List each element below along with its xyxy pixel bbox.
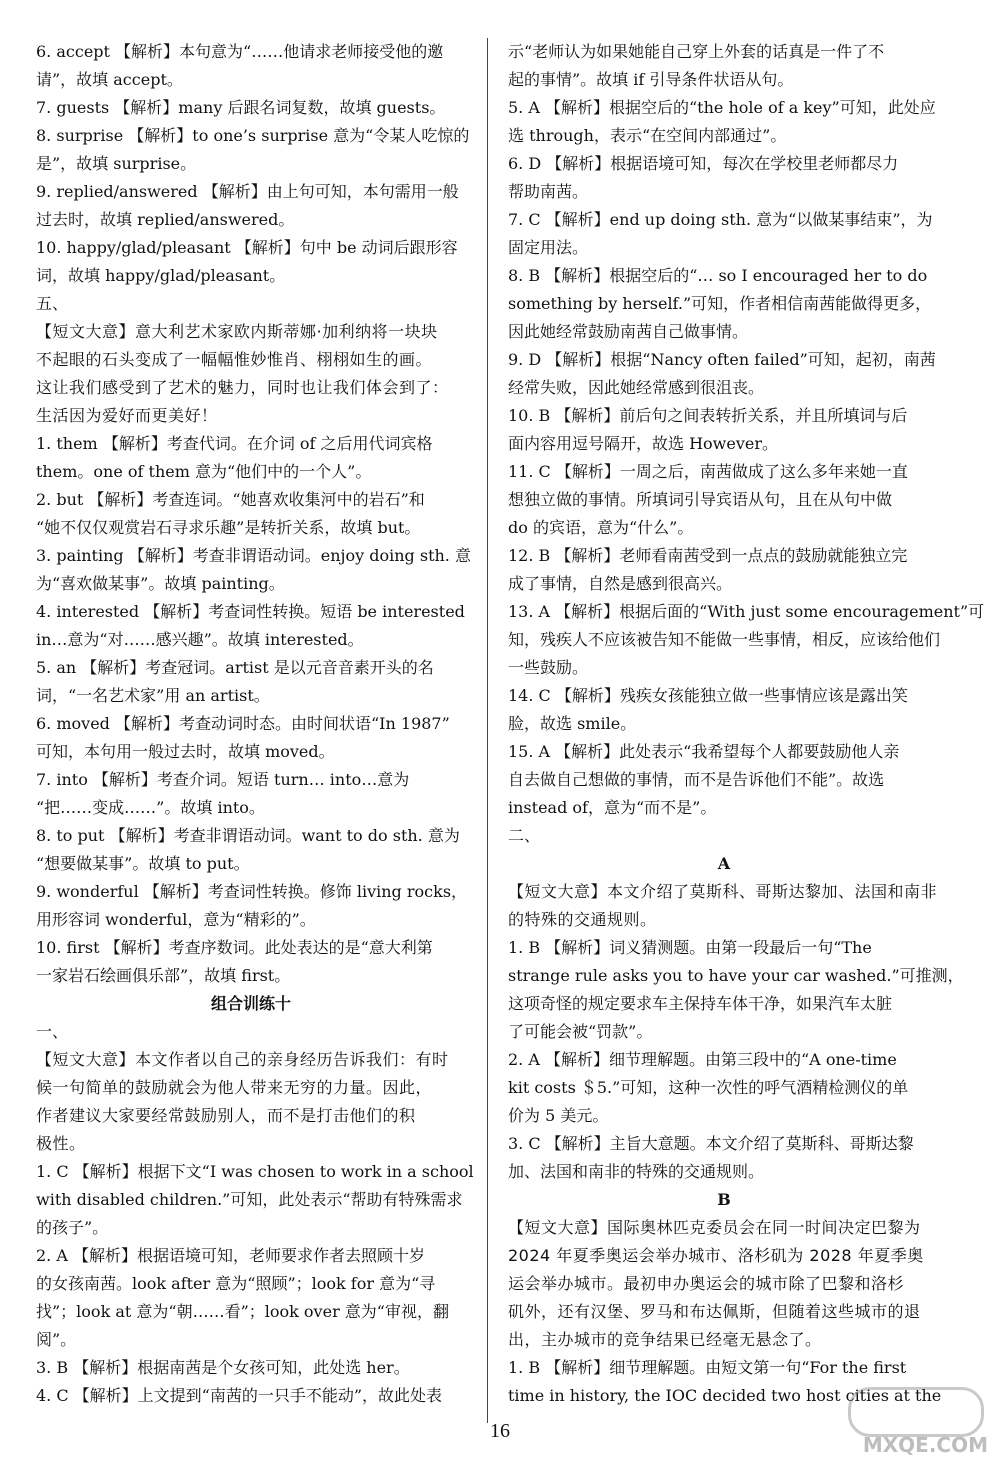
text-line: 词，故填 happy/glad/pleasant。 (36, 266, 286, 285)
text-line: 出，主办城市的竞争结果已经毫无悬念了。 (508, 1330, 822, 1349)
text-line: instead of，意为“而不是”。 (508, 798, 717, 817)
text-line: 成了事情，自然是感到很高兴。 (508, 574, 733, 593)
text-line: 为“喜欢做某事”。故填 painting。 (36, 574, 285, 593)
text-line: 5. A 【解析】根据空后的“the hole of a key”可知，此处应 (508, 98, 936, 117)
text-line: 脸，故选 smile。 (508, 714, 637, 733)
text-line: 加、法国和南非的特殊的交通规则。 (508, 1162, 765, 1181)
text-line: 6. moved 【解析】考查动词时态。由时间状语“In 1987” (36, 714, 450, 733)
text-line: 3. B 【解析】根据南茜是个女孩可知，此处选 her。 (36, 1358, 410, 1377)
text-line: 五、 (36, 294, 69, 313)
text-line: 候一句简单的鼓励就会为他人带来无穷的力量。因此， (36, 1078, 433, 1097)
text-line: 词，“一名艺术家”用 an artist。 (36, 686, 270, 705)
text-line: 运会举办城市。最初申办奥运会的城市除了巴黎和洛杉 (508, 1274, 905, 1293)
text-line: them。one of them 意为“他们中的一个人”。 (36, 462, 372, 481)
text-line: 10. happy/glad/pleasant 【解析】句中 be 动词后跟形容 (36, 238, 458, 257)
text-line: 【短文大意】意大利艺术家欧内斯蒂娜·加利纳将一块块 (36, 322, 438, 341)
text-line: 3. C 【解析】主旨大意题。本文介绍了莫斯科、哥斯达黎 (508, 1134, 914, 1153)
text-line: 【短文大意】国际奥林匹克委员会在同一时间决定巴黎为 (508, 1218, 921, 1237)
text-line: kit costs ＄5.”可知，这种一次性的呼气酒精检测仪的单 (508, 1078, 909, 1097)
text-line: 1. C 【解析】根据下文“I was chosen to work in a school (36, 1162, 474, 1181)
text-line: 9. D 【解析】根据“Nancy often failed”可知，起初，南茜 (508, 350, 936, 369)
text-line: 【短文大意】本文介绍了莫斯科、哥斯达黎加、法国和南非 (508, 882, 938, 901)
text-line: 2024 年夏季奥运会举办城市、洛杉矶为 2028 年夏季奥 (508, 1246, 924, 1265)
text-line: 组合训练十 (210, 994, 291, 1013)
text-line: 作者建议大家要经常鼓励别人，而不是打击他们的积 (36, 1106, 416, 1125)
text-line: 的女孩南茜。look after 意为“照顾”；look for 意为“寻 (36, 1274, 436, 1293)
text-line: 4. interested 【解析】考查词性转换。短语 be interested (36, 602, 465, 621)
watermark-badge-icon (848, 1387, 984, 1437)
text-line: 二、 (508, 826, 541, 845)
text-line: 这让我们感受到了艺术的魅力，同时也让我们体会到了： (36, 378, 449, 397)
text-line: 10. first 【解析】考查序数词。此处表达的是“意大利第 (36, 938, 433, 957)
text-line: 9. wonderful 【解析】考查词性转换。修饰 living rocks， (36, 882, 468, 901)
text-line: 7. C 【解析】end up doing sth. 意为“以做某事结束”，为 (508, 210, 933, 229)
text-line: B (717, 1190, 731, 1209)
text-line: 7. into 【解析】考查介词。短语 turn… into…意为 (36, 770, 410, 789)
text-line: 矶外，还有汉堡、罗马和布达佩斯，但随着这些城市的退 (508, 1302, 921, 1321)
text-line: 14. C 【解析】残疾女孩能独立做一些事情应该是露出笑 (508, 686, 908, 705)
text-line: 自去做自己想做的事情，而不是告诉他们不能”。故选 (508, 770, 885, 789)
text-line: 不起眼的石头变成了一幅幅惟妙惟肖、栩栩如生的画。 (36, 350, 433, 369)
text-line: 12. B 【解析】老师看南茜受到一点点的鼓励就能独立完 (508, 546, 908, 565)
text-line: 4. C 【解析】上文提到“南茜的一只手不能动”，故此处表 (36, 1386, 443, 1405)
text-line: 因此她经常鼓励南茜自己做事情。 (508, 322, 749, 341)
watermark-text: MXQE.COM (862, 1433, 988, 1457)
text-line: 1. B 【解析】细节理解题。由短文第一句“For the first (508, 1358, 907, 1377)
text-line: 选 through，表示“在空间内部通过”。 (508, 126, 787, 145)
text-line: 2. A 【解析】根据语境可知，老师要求作者去照顾十岁 (36, 1246, 425, 1265)
text-line: 1. B 【解析】词义猜测题。由第一段最后一句“The (508, 938, 872, 957)
text-line: 一家岩石绘画俱乐部”，故填 first。 (36, 966, 291, 985)
text-line: 这项奇怪的规定要求车主保持车体干净，如果汽车太脏 (508, 994, 893, 1013)
text-line: 极性。 (36, 1134, 86, 1153)
column-divider (487, 38, 488, 1423)
text-line: 5. an 【解析】考查冠词。artist 是以元音音素开头的名 (36, 658, 434, 677)
text-line: 一、 (36, 1022, 69, 1041)
text-line: 起的事情”。故填 if 引导条件状语从句。 (508, 70, 794, 89)
text-line: 3. painting 【解析】考查非谓语动词。enjoy doing sth. 意 (36, 546, 471, 565)
text-line: 过去时，故填 replied/answered。 (36, 210, 295, 229)
text-line: 11. C 【解析】一周之后，南茜做成了这么多年来她一直 (508, 462, 908, 481)
text-line: 【短文大意】本文作者以自己的亲身经历告诉我们：有时 (36, 1050, 449, 1069)
right-column (508, 38, 985, 1410)
text-line: A (717, 854, 731, 873)
text-line: 面内容用逗号隔开，故选 However。 (508, 434, 778, 453)
text-line: 经常失败，因此她经常感到很沮丧。 (508, 378, 765, 397)
text-line: 13. A 【解析】根据后面的“With just some encouragement”可 (508, 602, 985, 621)
text-line: 价为 5 美元。 (508, 1106, 609, 1125)
text-line: 8. surprise 【解析】to one’s surprise 意为“令某人吃惊的 (36, 126, 470, 145)
text-line: 知，残疾人不应该被告知不能做一些事情，相反，应该给他们 (508, 630, 941, 649)
text-line: 帮助南茜。 (508, 182, 589, 201)
text-line: 8. to put 【解析】考查非谓语动词。want to do sth. 意为 (36, 826, 460, 845)
text-line: 用形容词 wonderful，意为“精彩的”。 (36, 910, 316, 929)
text-line: 2. but 【解析】考查连词。“她喜欢收集河中的岩石”和 (36, 490, 425, 509)
text-line: 1. them 【解析】考查代词。在介词 of 之后用代词宾格 (36, 434, 433, 453)
text-line: 示“老师认为如果她能自己穿上外套的话真是一件了不 (508, 42, 885, 61)
text-line: 6. D 【解析】根据语境可知，每次在学校里老师都尽力 (508, 154, 899, 173)
text-line: do 的宾语，意为“什么”。 (508, 518, 694, 537)
text-line: 是”，故填 surprise。 (36, 154, 197, 173)
text-line: 请”，故填 accept。 (36, 70, 183, 89)
text-line: 9. replied/answered 【解析】由上句可知，本句需用一般 (36, 182, 459, 201)
text-line: 的特殊的交通规则。 (508, 910, 657, 929)
text-line: “把……变成……”。故填 into。 (36, 798, 265, 817)
text-line: 生活因为爱好而更美好！ (36, 406, 218, 425)
text-line: 15. A 【解析】此处表示“我希望每个人都要鼓励他人亲 (508, 742, 900, 761)
text-line: 一些鼓励。 (508, 658, 589, 677)
text-line: 阅”。 (36, 1330, 77, 1349)
text-line: “她不仅仅观赏岩石寻求乐趣”是转折关系，故填 but。 (36, 518, 421, 537)
left-column (36, 38, 474, 1410)
text-line: 7. guests 【解析】many 后跟名词复数，故填 guests。 (36, 98, 446, 117)
text-line: 找”；look at 意为“朝……看”；look over 意为“审视，翻 (36, 1302, 449, 1321)
page-number: 16 (490, 1420, 510, 1442)
text-line: 6. accept 【解析】本句意为“……他请求老师接受他的邀 (36, 42, 444, 61)
text-line: with disabled children.”可知，此处表示“帮助有特殊需求 (36, 1190, 463, 1209)
text-line: 想独立做的事情。所填词引导宾语从句，且在从句中做 (508, 490, 893, 509)
text-line: something by herself.”可知，作者相信南茜能做得更多， (508, 294, 932, 313)
text-line: 10. B 【解析】前后句之间表转折关系，并且所填词与后 (508, 406, 908, 425)
text-line: 可知，本句用一般过去时，故填 moved。 (36, 742, 335, 761)
text-line: time in history, the IOC decided two host cities at the (508, 1386, 942, 1405)
text-line: 固定用法。 (508, 238, 589, 257)
text-line: strange rule asks you to have your car washed.”可推测， (508, 966, 964, 985)
text-line: “想要做某事”。故填 to put。 (36, 854, 250, 873)
text-line: 的孩子”。 (36, 1218, 109, 1237)
text-line: 了可能会被“罚款”。 (508, 1022, 653, 1041)
text-line: in…意为“对……感兴趣”。故填 interested。 (36, 630, 364, 649)
text-line: 2. A 【解析】细节理解题。由第三段中的“A one-time (508, 1050, 897, 1069)
text-line: 8. B 【解析】根据空后的“… so I encouraged her to do (508, 266, 928, 285)
watermark-logo (844, 1383, 994, 1463)
